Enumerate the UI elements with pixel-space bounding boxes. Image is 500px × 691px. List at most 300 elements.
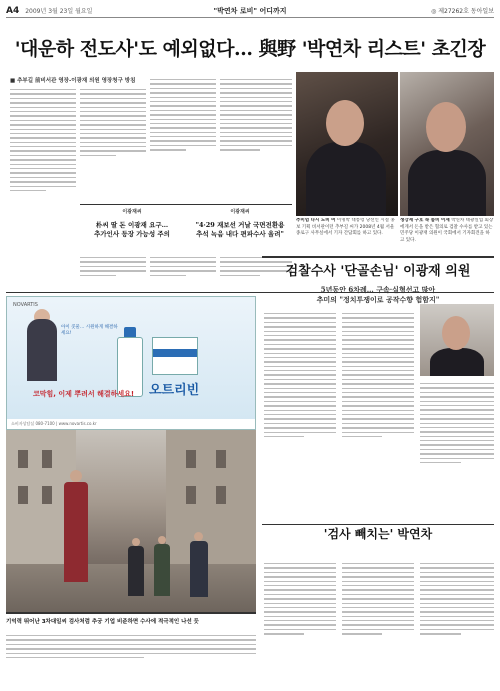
text-line (10, 93, 76, 94)
text-line (342, 423, 414, 424)
text-line (342, 418, 414, 419)
text-line (220, 119, 292, 120)
text-line (220, 83, 292, 84)
text-line (220, 132, 292, 133)
text-line (342, 581, 414, 582)
text-lines (420, 383, 494, 463)
text-line (150, 92, 216, 93)
text-line (264, 432, 336, 433)
text-line (220, 110, 292, 111)
spray-bottle (117, 337, 143, 397)
issue-date: 2009년 3월 23일 월요일 (25, 8, 93, 15)
text-line (342, 405, 414, 406)
text-line (264, 633, 304, 634)
text-line (342, 576, 414, 577)
text-line (342, 353, 414, 354)
text-lines (150, 79, 216, 151)
text-line (10, 137, 76, 138)
text-line (264, 335, 336, 336)
ad-person (27, 319, 57, 381)
text-lines (10, 89, 76, 191)
text-line (264, 353, 336, 354)
text-line (342, 607, 414, 608)
text-lines (80, 257, 146, 276)
text-line (264, 313, 336, 314)
text-line (342, 335, 414, 336)
text-line (264, 331, 336, 332)
text-line (150, 257, 216, 258)
text-line (420, 444, 494, 445)
text-line (150, 110, 216, 111)
opinion-headline: "4·29 재보선 거날 국면전환용 추석 녹음 내다 편파수사 올려" (195, 221, 285, 238)
text-line (80, 120, 146, 121)
pedestrian-head (70, 470, 82, 482)
text-line (220, 79, 292, 80)
text-line (264, 361, 336, 362)
text-line (342, 620, 414, 621)
text-line (342, 370, 414, 371)
text-line (342, 392, 414, 393)
body-column-14 (420, 560, 494, 684)
figure-body (430, 348, 484, 376)
text-lines (264, 563, 336, 635)
window (18, 486, 28, 504)
window (216, 450, 226, 468)
photo-caption-right (400, 218, 494, 254)
text-line (342, 361, 414, 362)
text-line (342, 432, 414, 433)
text-line (264, 410, 336, 411)
text-line (220, 145, 292, 146)
text-line (264, 339, 336, 340)
text-line (420, 431, 494, 432)
text-lines (420, 563, 494, 635)
text-line (420, 449, 494, 450)
text-line (264, 598, 336, 599)
text-line (264, 388, 336, 389)
text-line (10, 177, 76, 178)
text-line (342, 331, 414, 332)
text-line (264, 370, 336, 371)
text-line (264, 607, 336, 608)
text-line (80, 102, 146, 103)
text-line (342, 585, 414, 586)
body-column-2 (80, 86, 146, 202)
text-line (220, 275, 260, 276)
text-line (420, 414, 494, 415)
text-line (264, 401, 336, 402)
body-column-12 (264, 560, 336, 684)
text-line (420, 603, 494, 604)
text-line (10, 155, 76, 156)
text-line (220, 114, 292, 115)
text-line (342, 388, 414, 389)
text-line (220, 123, 292, 124)
text-line (10, 190, 46, 191)
caption-text: 박연차 태광실업 회장에게서 돈을 받은 혐의로 검찰 수사를 받고 있는 민주당 이광재 의원이 국회에서 기자회견을 하고 있다. (400, 218, 494, 243)
text-line (264, 418, 336, 419)
body-column-10 (342, 310, 414, 520)
text-line (264, 317, 336, 318)
text-line (10, 102, 76, 103)
street-photo (6, 430, 256, 612)
photo-chu-bugil (296, 72, 398, 216)
text-line (150, 136, 216, 137)
text-line (420, 594, 494, 595)
text-line (342, 379, 414, 380)
text-line (420, 453, 494, 454)
text-line (342, 603, 414, 604)
text-line (264, 594, 336, 595)
text-line (150, 270, 216, 271)
text-line (342, 344, 414, 345)
text-line (80, 270, 146, 271)
text-line (342, 383, 414, 384)
ad-bubble: 아이 콧물… 시원하게 해결하세요! (61, 325, 118, 336)
photo-caption-left (296, 218, 398, 254)
text-line (342, 410, 414, 411)
text-line (420, 567, 494, 568)
text-line (80, 275, 116, 276)
text-line (420, 418, 494, 419)
text-line (342, 339, 414, 340)
text-line (342, 357, 414, 358)
text-line (264, 326, 336, 327)
body-column-6 (150, 254, 216, 290)
text-lines (80, 89, 146, 156)
text-line (420, 401, 494, 402)
text-line (10, 98, 76, 99)
text-line (150, 97, 216, 98)
text-line (264, 616, 336, 617)
text-line (150, 149, 186, 150)
text-line (264, 383, 336, 384)
text-line (80, 124, 146, 125)
text-line (80, 155, 116, 156)
text-line (220, 97, 292, 98)
pedestrian-head (132, 538, 140, 546)
body-column-13 (342, 560, 414, 684)
text-line (420, 458, 494, 459)
text-line (264, 624, 336, 625)
paper-masthead: ◎ 제27262호 동아일보 (431, 8, 494, 15)
text-line (264, 620, 336, 621)
text-line (264, 392, 336, 393)
text-line (220, 136, 292, 137)
text-line (342, 366, 414, 367)
opinion-headline: 朴씨 딸 돈 이광재 요구… 추가인사 등장 가능성 주의 (94, 221, 170, 238)
main-headline: '대운하 전도사'도 예외없다… 與野 '박연차 리스트' 초긴장 (14, 38, 486, 60)
text-line (420, 423, 494, 424)
text-line (342, 616, 414, 617)
pedestrian (128, 546, 144, 596)
text-line (420, 581, 494, 582)
body-column-4 (220, 76, 292, 202)
figure-face (442, 316, 470, 350)
text-line (420, 405, 494, 406)
text-line (342, 629, 414, 630)
text-line (264, 366, 336, 367)
text-line (420, 387, 494, 388)
text-line (420, 576, 494, 577)
text-lines (342, 563, 414, 635)
text-line (10, 142, 76, 143)
caption-text: 이명박 대통령 당선인 시절 홍보 기획 비서관이던 추부길 씨가 2008년 4월 서울 종로구 사무실에서 기자 간담회를 하고 있다. (296, 218, 395, 236)
text-line (264, 423, 336, 424)
text-line (264, 603, 336, 604)
text-line (342, 598, 414, 599)
bottom-story-headline: 기억력 뛰어난 3차대일씨 검사처럼 추궁 기업 비준하면 수사에 적극적인 나선 듯 (6, 619, 199, 625)
pedestrian (64, 482, 88, 582)
ad-slogan: 코막힘, 이제 뿌려서 해결하세요! (33, 390, 135, 398)
text-line (420, 607, 494, 608)
text-line (150, 266, 216, 267)
body-column-1 (10, 86, 76, 264)
text-line (6, 639, 256, 640)
text-line (264, 576, 336, 577)
pedestrian-head (194, 532, 203, 541)
text-line (10, 107, 76, 108)
text-line (342, 396, 414, 397)
page-header (6, 4, 494, 18)
text-line (150, 123, 216, 124)
ad-footer: 소비자상담실 080-7100 | www.novartis.co.kr (7, 419, 255, 429)
text-line (342, 567, 414, 568)
text-line (150, 275, 186, 276)
text-line (6, 635, 256, 636)
text-line (10, 186, 76, 187)
text-line (6, 657, 144, 658)
text-line (150, 119, 216, 120)
text-lines (150, 257, 216, 276)
text-line (420, 427, 494, 428)
text-line (420, 620, 494, 621)
story-subtitle-1: 5년동안 6차례… 구속·실형선고 많아 (320, 285, 436, 294)
text-line (342, 563, 414, 564)
text-line (80, 137, 146, 138)
text-line (150, 140, 216, 141)
text-line (150, 101, 216, 102)
photo-lee-gwangjae (400, 72, 494, 216)
text-line (264, 563, 336, 564)
section-title: "박연차 로비" 어디까지 (213, 6, 287, 15)
body-column-9 (264, 310, 336, 520)
text-line (10, 172, 76, 173)
text-line (342, 374, 414, 375)
text-line (150, 127, 216, 128)
text-line (264, 589, 336, 590)
caption-name: 추미엄 다시 도비 어 (296, 218, 336, 223)
text-line (80, 133, 146, 134)
opinion-box-2 (188, 208, 292, 252)
text-line (6, 648, 256, 649)
text-line (80, 89, 146, 90)
text-line (420, 616, 494, 617)
text-line (264, 379, 336, 380)
text-line (420, 396, 494, 397)
text-line (150, 105, 216, 106)
text-line (342, 624, 414, 625)
text-line (264, 629, 336, 630)
text-line (342, 572, 414, 573)
window (18, 450, 28, 468)
opinion-tag: 이광재씨 (230, 209, 250, 215)
text-lines (220, 79, 292, 151)
figure-body (306, 142, 386, 216)
advertisement (6, 296, 256, 430)
figure-body (408, 150, 486, 216)
text-line (10, 120, 76, 121)
text-line (342, 436, 382, 437)
bottom-story (6, 612, 256, 682)
text-line (10, 146, 76, 147)
text-line (10, 168, 76, 169)
text-line (80, 142, 146, 143)
text-line (10, 111, 76, 112)
body-column-5 (80, 254, 146, 290)
text-line (342, 348, 414, 349)
text-line (342, 414, 414, 415)
story-subtitle-2: 추미의 "정치투쟁이로 공작수향 험함지" (316, 295, 440, 304)
window (216, 486, 226, 504)
advertiser-logo: NOVARTIS (13, 302, 38, 308)
text-line (420, 392, 494, 393)
text-line (80, 146, 146, 147)
text-line (420, 589, 494, 590)
text-line (342, 589, 414, 590)
text-line (264, 611, 336, 612)
caption-name: 생강재 구호 속 룸비 이재 (400, 218, 450, 223)
figure-face (326, 100, 364, 146)
page-number: A4 (6, 5, 20, 16)
text-line (264, 572, 336, 573)
text-line (80, 150, 146, 151)
box-top-rule (262, 256, 494, 258)
body-column-11 (420, 380, 494, 520)
text-line (10, 159, 76, 160)
opinion-rule (80, 204, 292, 205)
opinion-box-1 (80, 208, 184, 252)
figure-face (426, 102, 466, 152)
text-line (342, 611, 414, 612)
text-line (150, 261, 216, 262)
text-line (264, 322, 336, 323)
text-line (220, 127, 292, 128)
pedestrian (154, 544, 170, 596)
text-line (264, 436, 304, 437)
text-line (10, 133, 76, 134)
pedestrian (190, 541, 208, 597)
text-lines (6, 635, 256, 658)
text-line (220, 149, 260, 150)
story2-title: '검사 빼치는' 박연차 (323, 527, 433, 541)
text-line (150, 145, 216, 146)
text-line (10, 89, 76, 90)
text-line (264, 427, 336, 428)
text-line (150, 79, 216, 80)
text-line (80, 107, 146, 108)
text-line (80, 111, 146, 112)
ad-brand: 오트리빈 (149, 383, 200, 398)
mugshot-photo (420, 304, 494, 376)
text-line (420, 436, 494, 437)
body-column-8 (6, 632, 256, 682)
text-line (220, 105, 292, 106)
building (166, 430, 256, 570)
text-line (80, 98, 146, 99)
text-line (264, 374, 336, 375)
text-line (264, 396, 336, 397)
text-line (10, 150, 76, 151)
text-line (342, 322, 414, 323)
text-lines (264, 313, 336, 437)
pedestrian-head (158, 536, 166, 544)
text-line (264, 581, 336, 582)
opinion-tag: 이광재씨 (122, 209, 142, 215)
text-line (220, 140, 292, 141)
text-line (150, 88, 216, 89)
text-line (80, 257, 146, 258)
text-line (80, 261, 146, 262)
text-line (342, 594, 414, 595)
text-line (10, 181, 76, 182)
text-line (420, 598, 494, 599)
lead-subheadline: ■ 추부길 前비서관 영장-이광재 의원 영장청구 방침 (10, 78, 136, 84)
text-line (342, 313, 414, 314)
text-line (264, 567, 336, 568)
text-line (264, 344, 336, 345)
text-line (420, 440, 494, 441)
text-line (220, 101, 292, 102)
text-lines (342, 313, 414, 437)
text-line (264, 405, 336, 406)
text-line (10, 124, 76, 125)
text-line (80, 115, 146, 116)
text-line (420, 572, 494, 573)
text-line (220, 88, 292, 89)
text-line (6, 653, 256, 654)
text-line (342, 427, 414, 428)
window (42, 486, 52, 504)
text-line (420, 383, 494, 384)
text-line (420, 585, 494, 586)
text-line (342, 317, 414, 318)
window (186, 486, 196, 504)
text-line (10, 129, 76, 130)
text-line (10, 115, 76, 116)
text-line (80, 266, 146, 267)
text-line (342, 401, 414, 402)
text-line (80, 129, 146, 130)
text-line (420, 629, 494, 630)
text-line (150, 114, 216, 115)
text-line (80, 93, 146, 94)
text-line (220, 92, 292, 93)
window (186, 450, 196, 468)
story-park-yeoncha (262, 525, 494, 555)
body-column-3 (150, 76, 216, 202)
product-box-stripe (153, 349, 197, 357)
text-line (264, 414, 336, 415)
text-line (10, 164, 76, 165)
text-line (342, 326, 414, 327)
text-line (420, 611, 494, 612)
text-line (150, 132, 216, 133)
story-title: 검찰수사 '단골손님' 이광재 의원 (285, 264, 471, 279)
text-line (264, 348, 336, 349)
text-line (6, 644, 256, 645)
window (42, 450, 52, 468)
